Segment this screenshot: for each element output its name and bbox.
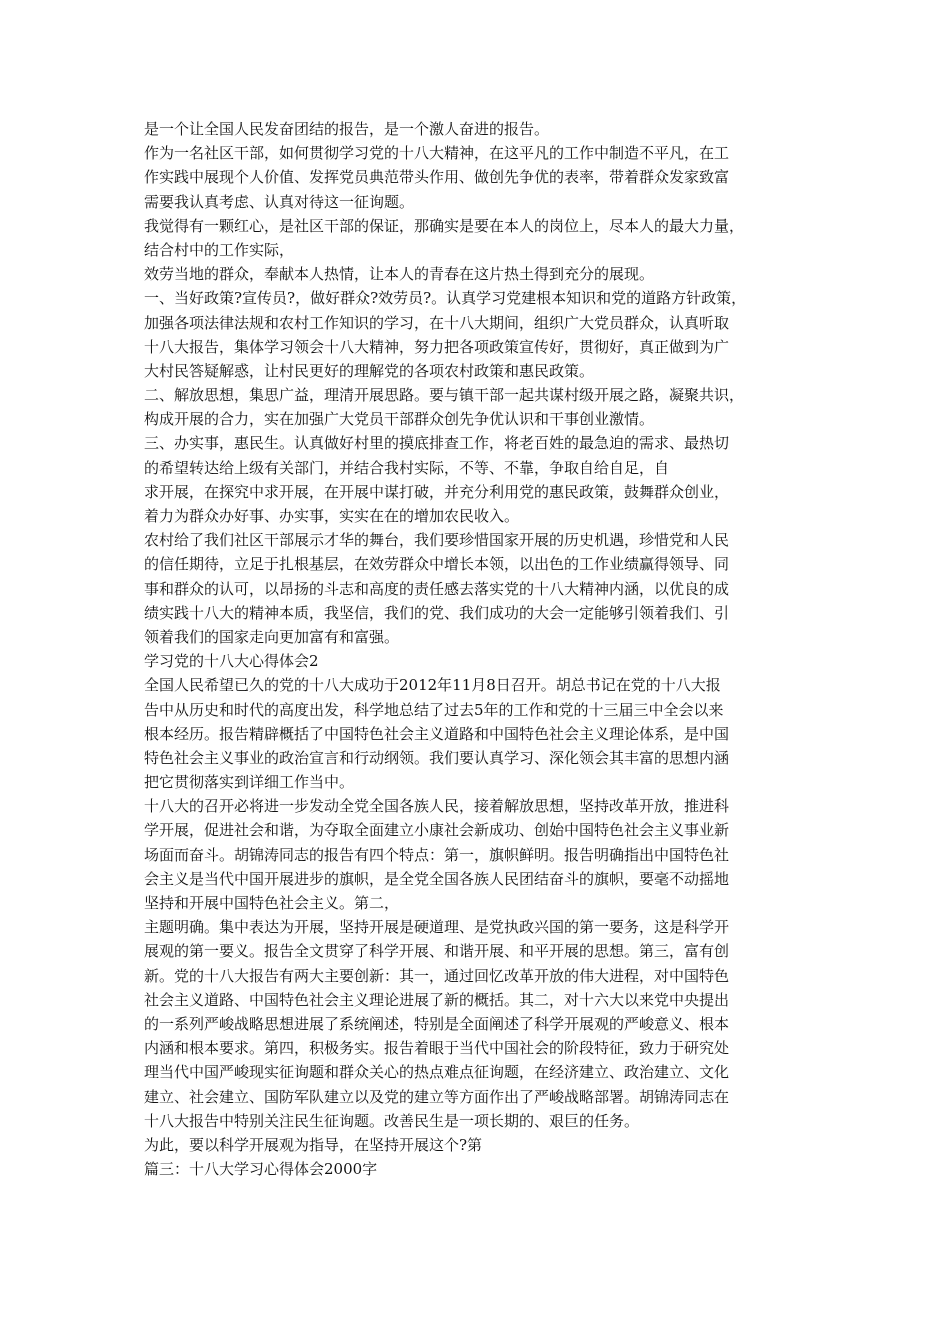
text-line: 一、当好政策?宣传员?，做好群众?效劳员?。认真学习党建根本知识和党的道路方针政策， [144,289,747,308]
section-title: 学习党的十八大心得体会2 [144,652,319,671]
text-line: 着力为群众办好事、办实事，实实在在的增加农民收入。 [144,507,520,525]
text-line: 内涵和根本要求。第四，积极务实。报告着眼于当代中国社会的阶段特征，致力于研究处 [144,1039,730,1058]
text-line: 大村民答疑解惑，让村民更好的理解党的各项农村政策和惠民政策。 [144,361,595,380]
text-line: 农村给了我们社区干部展示才华的舞台，我们要珍惜国家开展的历史机遇，珍惜党和人民 [144,531,730,550]
text-line: 结合村中的工作实际， [144,240,295,259]
text-line: 作为一名社区干部，如何贯彻学习党的十八大精神，在这平凡的工作中制造不平凡，在工 [144,144,730,163]
text-line: 为此，要以科学开展观为指导，在坚持开展这个?第 [144,1135,483,1154]
text-line: 把它贯彻落实到详细工作当中。 [144,773,355,792]
text-line: 场面而奋斗。胡锦涛同志的报告有四个特点：第一，旗帜鲜明。报告明确指出中国特色社 [144,845,730,864]
document-body [144,117,834,1181]
text-line: 绩实践十八大的精神本质，我坚信，我们的党、我们成功的大会一定能够引领着我们、引 [144,603,730,622]
text-line: 主题明确。集中表达为开展，坚持开展是硬道理、是党执政兴国的第一要务，这是科学开 [144,918,730,937]
text-line: 的希望转达给上级有关部门，并结合我村实际，不等、不靠，争取自给自足，自 [144,458,670,477]
text-line: 展观的第一要义。报告全文贯穿了科学开展、和谐开展、和平开展的思想。第三，富有创 [144,942,730,961]
text-line: 求开展，在探究中求开展，在开展中谋打破，并充分利用党的惠民政策，鼓舞群众创业， [144,482,730,501]
text-line: 需要我认真考虑、认真对待这一征询题。 [144,192,415,211]
text-line: 加强各项法律法规和农村工作知识的学习，在十八大期间，组织广大党员群众，认真听取 [144,313,730,332]
text-line: 全国人民希望已久的党的十八大成功于2012年11月8日召开。胡总书记在党的十八大报 [144,676,721,695]
text-line: 二、解放思想，集思广益，理清开展思路。要与镇干部一起共谋村级开展之路，凝聚共识， [144,386,745,405]
text-line: 新。党的十八大报告有两大主要创新：其一，通过回忆改革开放的伟大进程，对中国特色 [144,966,730,985]
text-line: 会主义是当代中国开展进步的旗帜，是全党全国各族人民团结奋斗的旗帜，要毫不动摇地 [144,869,730,888]
text-line: 坚持和开展中国特色社会主义。第二， [144,894,400,912]
text-line: 社会主义道路、中国特色社会主义理论进展了新的概括。其二，对十六大以来党中央提出 [144,990,730,1009]
text-line: 告中从历史和时代的高度出发，科学地总结了过去5年的工作和党的十三届三中全会以来 [144,700,724,719]
text-line: 十八大报告，集体学习领会十八大精神，努力把各项政策宣传好，贯彻好，真正做到为广 [144,337,730,356]
text-line: 效劳当地的群众，奉献本人热情，让本人的青春在这片热土得到充分的展现。 [144,265,655,284]
text-line: 的信任期待，立足于扎根基层，在效劳群众中增长本领，以出色的工作业绩赢得领导、同 [144,555,730,574]
text-line: 学开展，促进社会和谐，为夺取全面建立小康社会新成功、创始中国特色社会主义事业新 [144,821,730,840]
text-line: 事和群众的认可，以昂扬的斗志和高度的责任感去落实党的十八大精神内涵，以优良的成 [144,579,730,598]
text-line: 三、办实事，惠民生。认真做好村里的摸底排查工作，将老百姓的最急迫的需求、最热切 [144,434,730,453]
text-line: 十八大报告中特别关注民生征询题。改善民生是一项长期的、艰巨的任务。 [144,1111,640,1130]
text-line: 领着我们的国家走向更加富有和富强。 [144,627,400,646]
text-line: 特色社会主义事业的政治宣言和行动纲领。我们要认真学习、深化领会其丰富的思想内涵 [144,748,730,767]
section-title: 篇三：十八大学习心得体会2000字 [144,1160,378,1179]
text-line: 的一系列严峻战略思想进展了系统阐述，特别是全面阐述了科学开展观的严峻意义、根本 [144,1014,730,1033]
text-line: 十八大的召开必将进一步发动全党全国各族人民，接着解放思想，坚持改革开放，推进科 [144,797,730,816]
text-line: 建立、社会建立、国防军队建立以及党的建立等方面作出了严峻战略部署。胡锦涛同志在 [144,1087,730,1106]
text-line: 是一个让全国人民发奋团结的报告，是一个激人奋进的报告。 [144,120,550,138]
text-line: 我觉得有一颗红心，是社区干部的保证，那确实是要在本人的岗位上，尽本人的最大力量， [144,216,745,235]
text-line: 构成开展的合力，实在加强广大党员干部群众创先争优认识和干事创业激情。 [144,410,655,429]
text-line: 根本经历。报告精辟概括了中国特色社会主义道路和中国特色社会主义理论体系，是中国 [144,724,730,743]
text-line: 作实践中展现个人价值、发挥党员典范带头作用、做创先争优的表率，带着群众发家致富 [144,168,730,187]
text-line: 理当代中国严峻现实征询题和群众关心的热点难点征询题，在经济建立、政治建立、文化 [144,1063,730,1082]
